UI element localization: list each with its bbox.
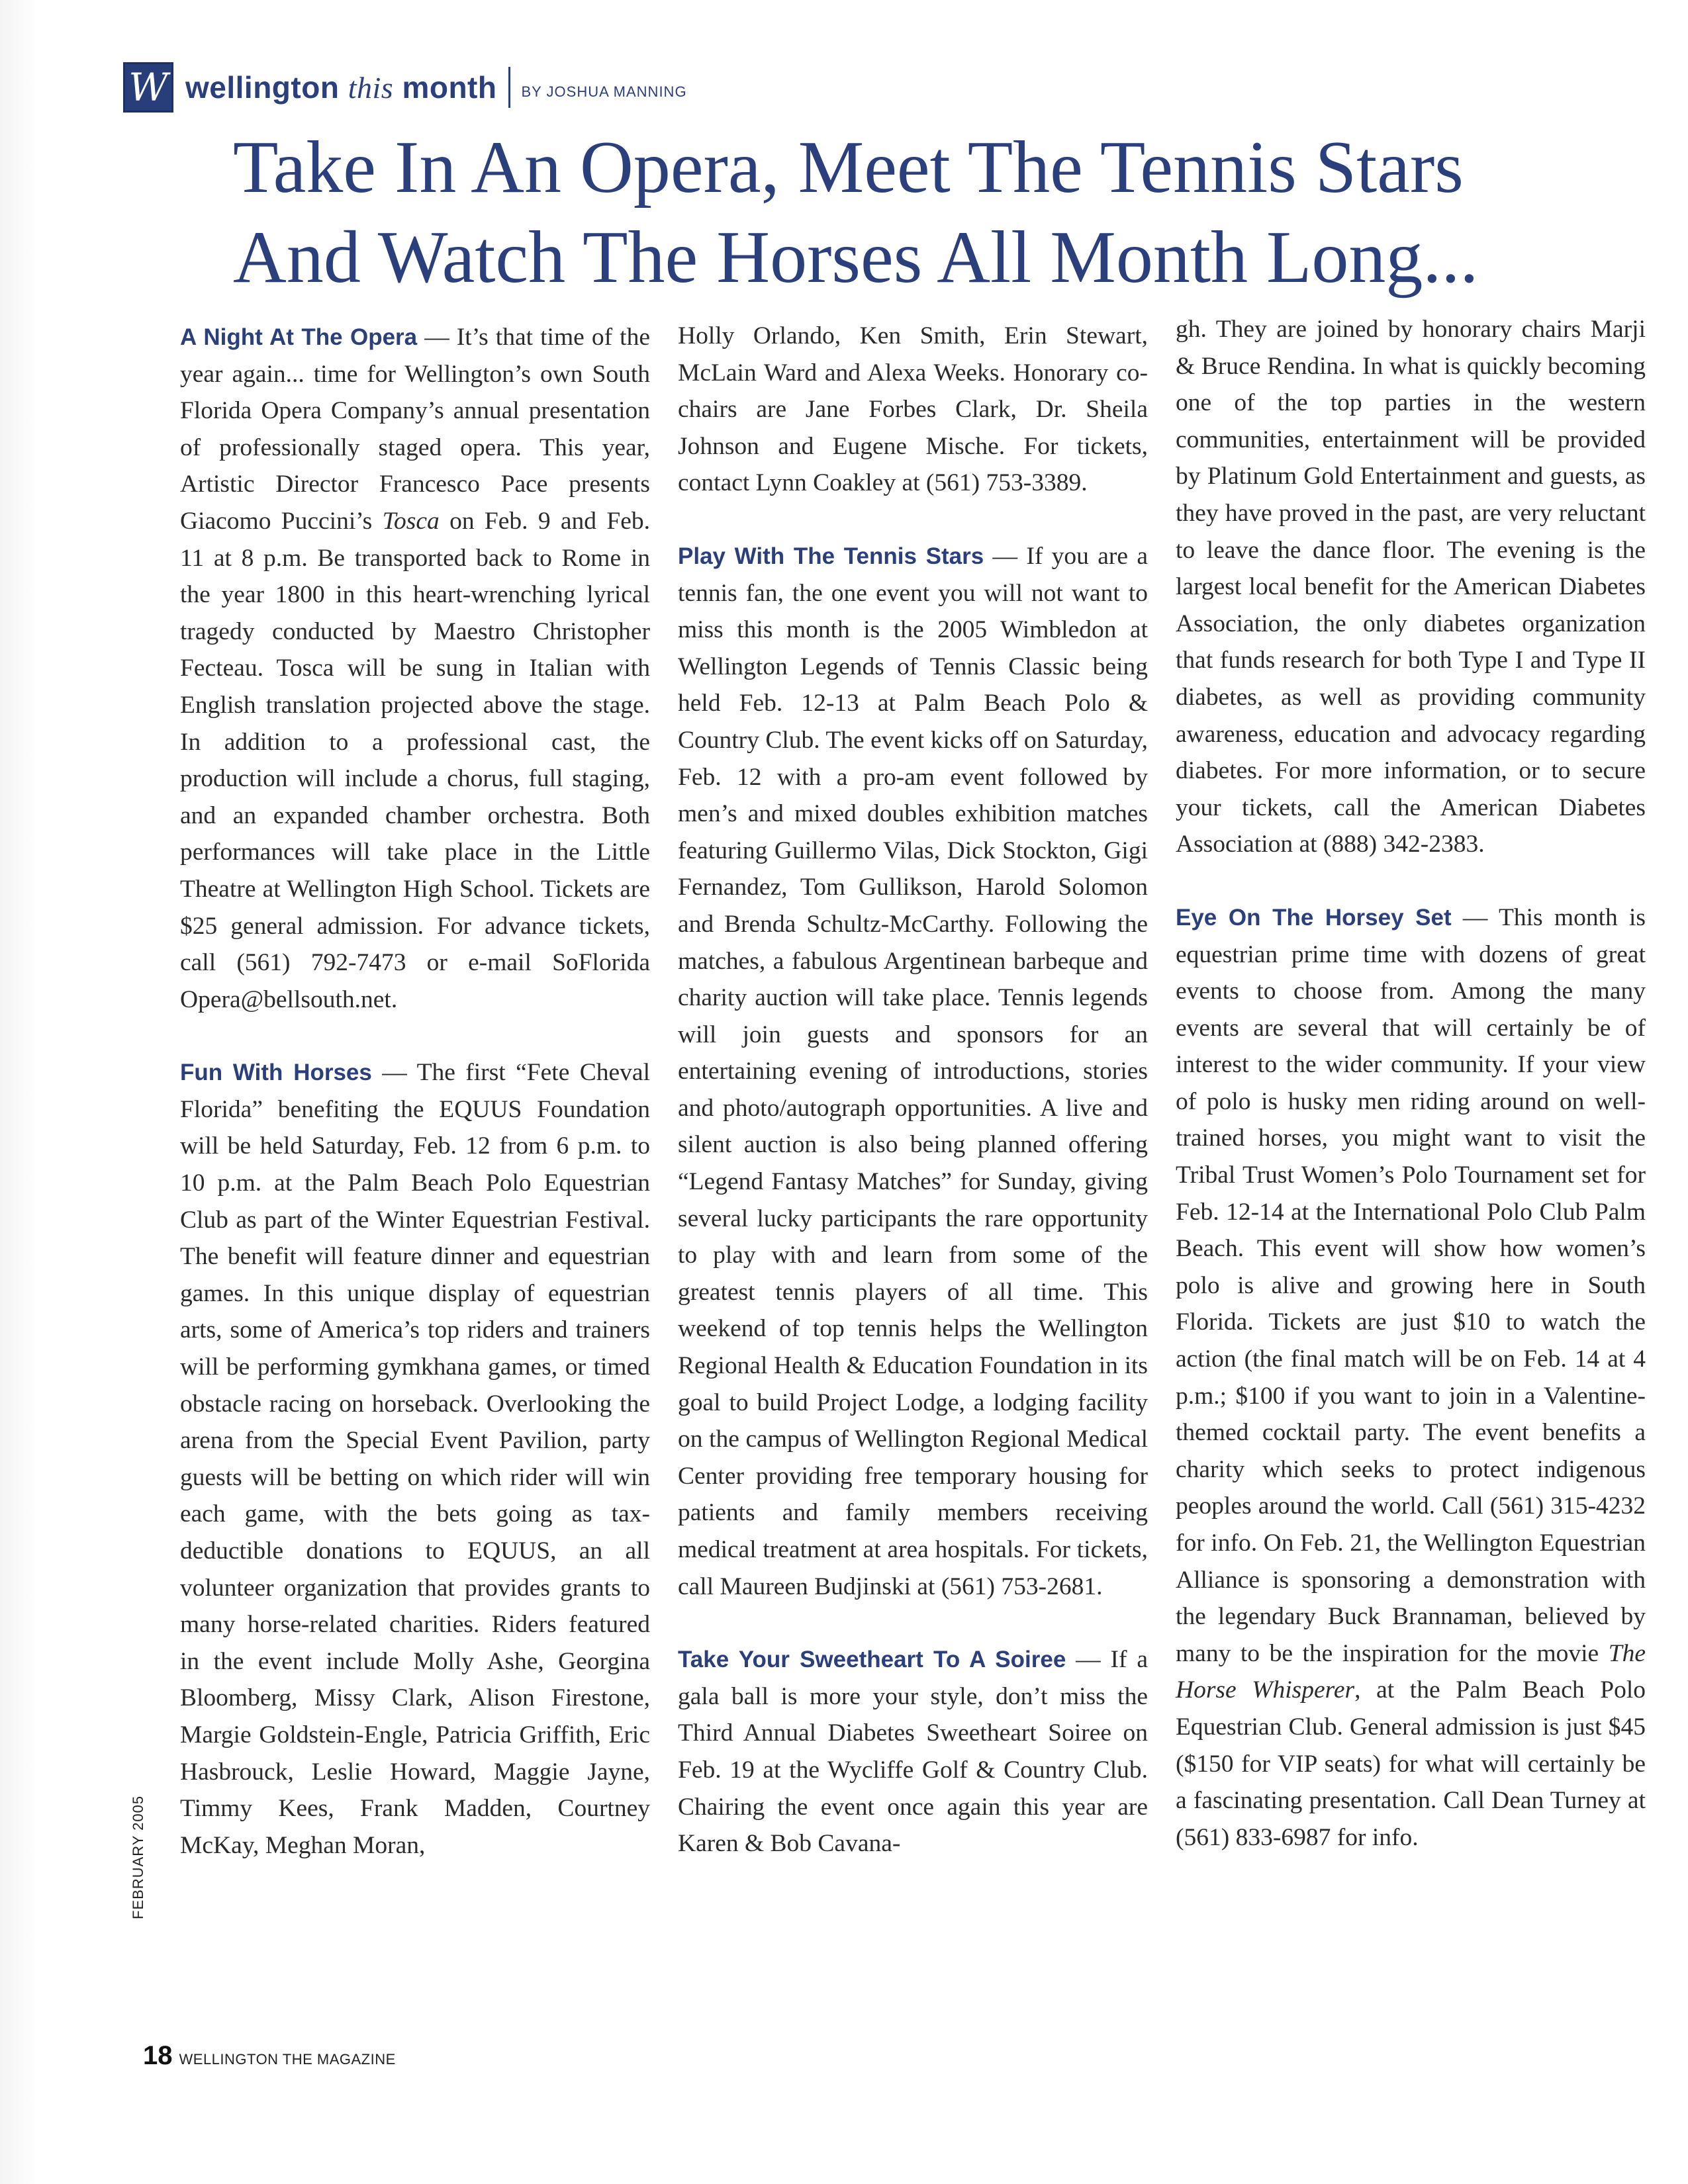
section-title-wellington: wellington xyxy=(185,70,340,105)
horses-heading: Fun With Horses xyxy=(180,1060,372,1086)
article-column-2 xyxy=(678,318,1148,1862)
article-column-3 xyxy=(1176,311,1646,1856)
header-divider xyxy=(508,67,510,108)
article-column-1 xyxy=(180,319,650,1864)
horses-text-col1: — The first “Fete Cheval Florida” benefiting the EQUUS Foundation will be held Saturday, Feb. 12 from 6 p.m. to 10 p.m. at the Palm Beach Polo Equestrian Club as part of the Winter Equestrian Festival. The benefit will feature dinner and equestrian games. In this unique display of equestrian arts, some of America’s top riders and trainers will be performing gymkhana games, or timed obstacle racing on horseback. Overlooking the arena from the Special Event Pavilion, party guests will be betting on which rider will win each game, with the bets going as tax-deductible donations to EQUUS, an all volunteer organization that provides grants to many horse-related charities. Riders featured in the event include Molly Ashe, Georgina Bloomberg, Missy Clark, Alison Firestone, Margie Goldstein-Engle, Patricia Griffith, Eric Hasbrouck, Leslie Howard, Maggie Jayne, Timmy Kees, Frank Madden, Courtney McKay, Meghan Moran, xyxy=(180,1059,650,1859)
opera-paragraph xyxy=(180,319,650,1018)
headline xyxy=(233,122,1656,302)
soiree-text-col3: gh. They are joined by honorary chairs Marji & Bruce Rendina. In what is quickly becoming one of the top parties in the western communities, entertainment will be provided by Platinum Gold Entertainment and guests, as they have proved in the past, are very reluctant to leave the dance floor. The evening is the largest local benefit for the American Diabetes Association, the only diabetes organization that funds research for both Type I and Type II diabetes, as well as providing community awareness, education and advocacy regarding diabetes. For more information, or to secure your tickets, call the American Diabetes Association at (888) 342-2383. xyxy=(1176,316,1646,858)
opera-text-b: on Feb. 9 and Feb. 11 at 8 p.m. Be transported back to Rome in the year 1800 in this heart-wrenching lyrical tragedy conducted by Maestro Christopher Fecteau. Tosca will be sung in Italian with English translation projected above the stage. In addition to a professional cast, the production will include a chorus, full staging, and an expanded chamber orchestra. Both performances will take place in the Little Theatre at Wellington High School. Tickets are $25 general admission. For advance tickets, call (561) 792-7473 or e-mail SoFlorida Opera@bellsouth.net. xyxy=(180,507,650,1013)
page-folio xyxy=(143,2041,396,2071)
horsey-paragraph xyxy=(1176,899,1646,1856)
soiree-text-col2: — If a gala ball is more your style, don’t miss the Third Annual Diabetes Sweetheart Soiree on Feb. 19 at the Wycliffe Golf & Country Club. Chairing the event once again this year are Karen & Bob Cavana- xyxy=(678,1646,1148,1858)
scan-edge-shadow xyxy=(0,0,40,2184)
issue-date: FEBRUARY 2005 xyxy=(130,1795,146,1919)
soiree-heading: Take Your Sweetheart To A Soiree xyxy=(678,1647,1066,1673)
wellington-logo-icon: W xyxy=(123,62,173,113)
opera-heading: A Night At The Opera xyxy=(180,324,418,350)
page-number: 18 xyxy=(143,2041,173,2070)
section-header xyxy=(123,61,984,114)
section-title xyxy=(185,69,496,105)
headline-line-1: Take In An Opera, Meet The Tennis Stars xyxy=(233,126,1464,208)
opera-title: Tosca xyxy=(382,507,440,535)
horsey-text-a: — This month is equestrian prime time with dozens of great events to choose from. Among the many events are several that will certainly be of interest to the wider community. If your view of polo is husky men riding around on well-trained horses, you might want to visit the Tribal Trust Women’s Polo Tournament set for Feb. 12-14 at the International Polo Club Palm Beach. This event will show how women’s polo is alive and growing here in South Florida. Tickets are just $10 to watch the action (the final match will be on Feb. 14 at 4 p.m.; $100 if you want to join in a Valentine-themed cocktail party. The event benefits a charity which seeks to protect indigenous peoples around the world. Call (561) 315-4232 for info. On Feb. 21, the Wellington Equestrian Alliance is sponsoring a demonstration with the legendary Buck Brannaman, believed by many to be the inspiration for the movie xyxy=(1176,903,1646,1667)
headline-line-2: And Watch The Horses All Month Long... xyxy=(233,216,1479,298)
byline: BY JOSHUA MANNING xyxy=(521,83,687,100)
horsey-heading: Eye On The Horsey Set xyxy=(1176,904,1452,931)
horsey-text-b: , at the Palm Beach Polo Equestrian Club. General admission is just $45 ($150 for VIP seats) for what will certainly be a fascinating presentation. Call Dean Turney at (561) 833-6987 for info. xyxy=(1176,1676,1646,1851)
soiree-paragraph xyxy=(678,1641,1148,1862)
soiree-continued-paragraph xyxy=(1176,311,1646,863)
section-title-this: this xyxy=(348,71,394,105)
magazine-name: WELLINGTON THE MAGAZINE xyxy=(179,2051,396,2068)
tennis-heading: Play With The Tennis Stars xyxy=(678,543,984,569)
horsey-movie-title: The Horse Whisperer xyxy=(1176,1639,1646,1704)
opera-text-a: — It’s that time of the year again... time for Wellington’s own South Florida Opera Company’s annual presentation of professionally staged opera. This year, Artistic Director Francesco Pace presents Giacomo Puccini’s xyxy=(180,324,650,535)
horses-paragraph xyxy=(180,1054,650,1864)
tennis-paragraph xyxy=(678,538,1148,1605)
section-title-month: month xyxy=(402,70,497,105)
horses-text-col2: Holly Orlando, Ken Smith, Erin Stewart, McLain Ward and Alexa Weeks. Honorary co-chairs are Jane Forbes Clark, Dr. Sheila Johnson and Eugene Mische. For tickets, contact Lynn Coakley at (561) 753-3389. xyxy=(678,322,1148,497)
horses-continued-paragraph xyxy=(678,318,1148,502)
tennis-text: — If you are a tennis fan, the one event you will not want to miss this month is the 2005 Wimbledon at Wellington Legends of Tennis Classic being held Feb. 12-13 at Palm Beach Polo & Country Club. The event kicks off on Saturday, Feb. 12 with a pro-am event followed by men’s and mixed doubles exhibition matches featuring Guillermo Vilas, Dick Stockton, Gigi Fernandez, Tom Gullikson, Harold Solomon and Brenda Schultz-McCarthy. Following the matches, a fabulous Argentinean barbeque and charity auction will take place. Tennis legends will join guests and sponsors for an entertaining evening of introductions, stories and photo/autograph opportunities. A live and silent auction is also being planned offering “Legend Fantasy Matches” for Sunday, giving several lucky participants the rare opportunity to play with and learn from some of the greatest tennis players of all time. This weekend of top tennis helps the Wellington Regional Health & Education Foundation in its goal to build Project Lodge, a lodging facility on the campus of Wellington Regional Medical Center providing free temporary housing for patients and family members receiving medical treatment at area hospitals. For tickets, call Maureen Budjinski at (561) 753-2681. xyxy=(678,542,1148,1600)
